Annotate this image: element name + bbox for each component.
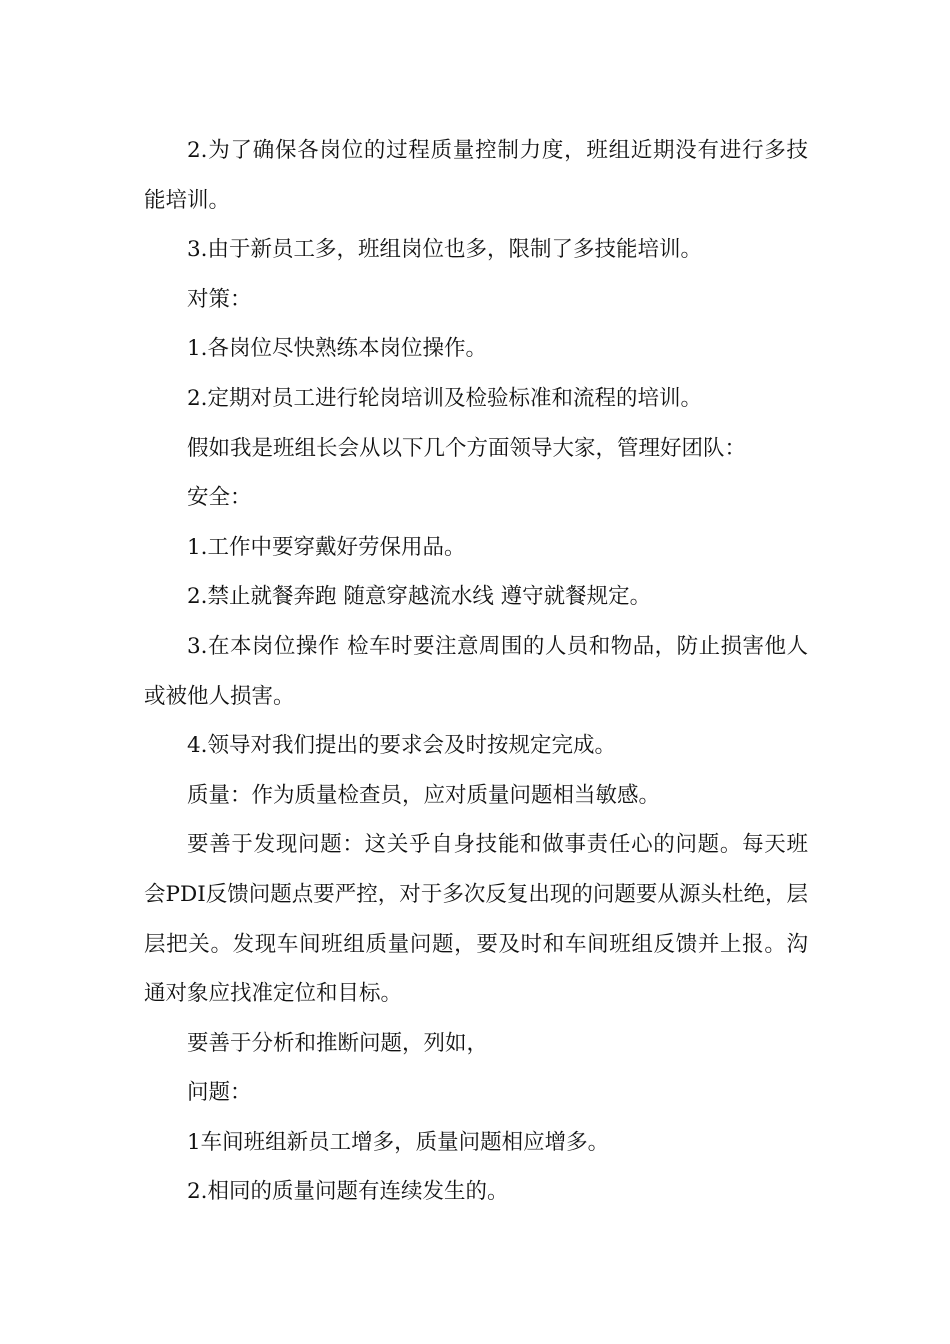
paragraph: 4.领导对我们提出的要求会及时按规定完成。: [187, 733, 617, 759]
paragraph: 2.定期对员工进行轮岗培训及检验标准和流程的培训。: [187, 385, 703, 411]
paragraph: 2.禁止就餐奔跑 随意穿越流水线 遵守就餐规定。: [187, 584, 652, 610]
paragraph: 3.在本岗位操作 检车时要注意周围的人员和物品，防止损害他人或被他人损害。: [144, 633, 808, 709]
paragraph: 1车间班组新员工增多，质量问题相应增多。: [187, 1129, 610, 1155]
paragraph: 2.为了确保各岗位的过程质量控制力度，班组近期没有进行多技能培训。: [144, 138, 808, 213]
paragraph: 2.相同的质量问题有连续发生的。: [187, 1179, 509, 1205]
paragraph: 要善于分析和推断问题，列如，: [187, 1030, 489, 1056]
paragraph: 质量：作为质量检查员，应对质量问题相当敏感。: [187, 782, 661, 808]
paragraph: 1.各岗位尽快熟练本岗位操作。: [187, 336, 488, 362]
paragraph: 要善于发现问题：这关乎自身技能和做事责任心的问题。每天班会PDI反馈问题点要严控，对于多次反复出现的问题要从源头杜绝，层层把关。发现车间班组质量问题，要及时和车间班组反馈并上报。沟通对象应找准定位和目标。: [144, 832, 808, 1007]
paragraph: 1.工作中要穿戴好劳保用品。: [187, 534, 466, 560]
paragraph: 假如我是班组长会从以下几个方面领导大家，管理好团队：: [187, 435, 747, 461]
paragraph: 对策：: [187, 286, 252, 312]
paragraph: 安全：: [187, 485, 252, 511]
document-body: [144, 126, 808, 1217]
paragraph: 问题：: [187, 1080, 252, 1106]
paragraph: 3.由于新员工多，班组岗位也多，限制了多技能培训。: [187, 237, 703, 263]
